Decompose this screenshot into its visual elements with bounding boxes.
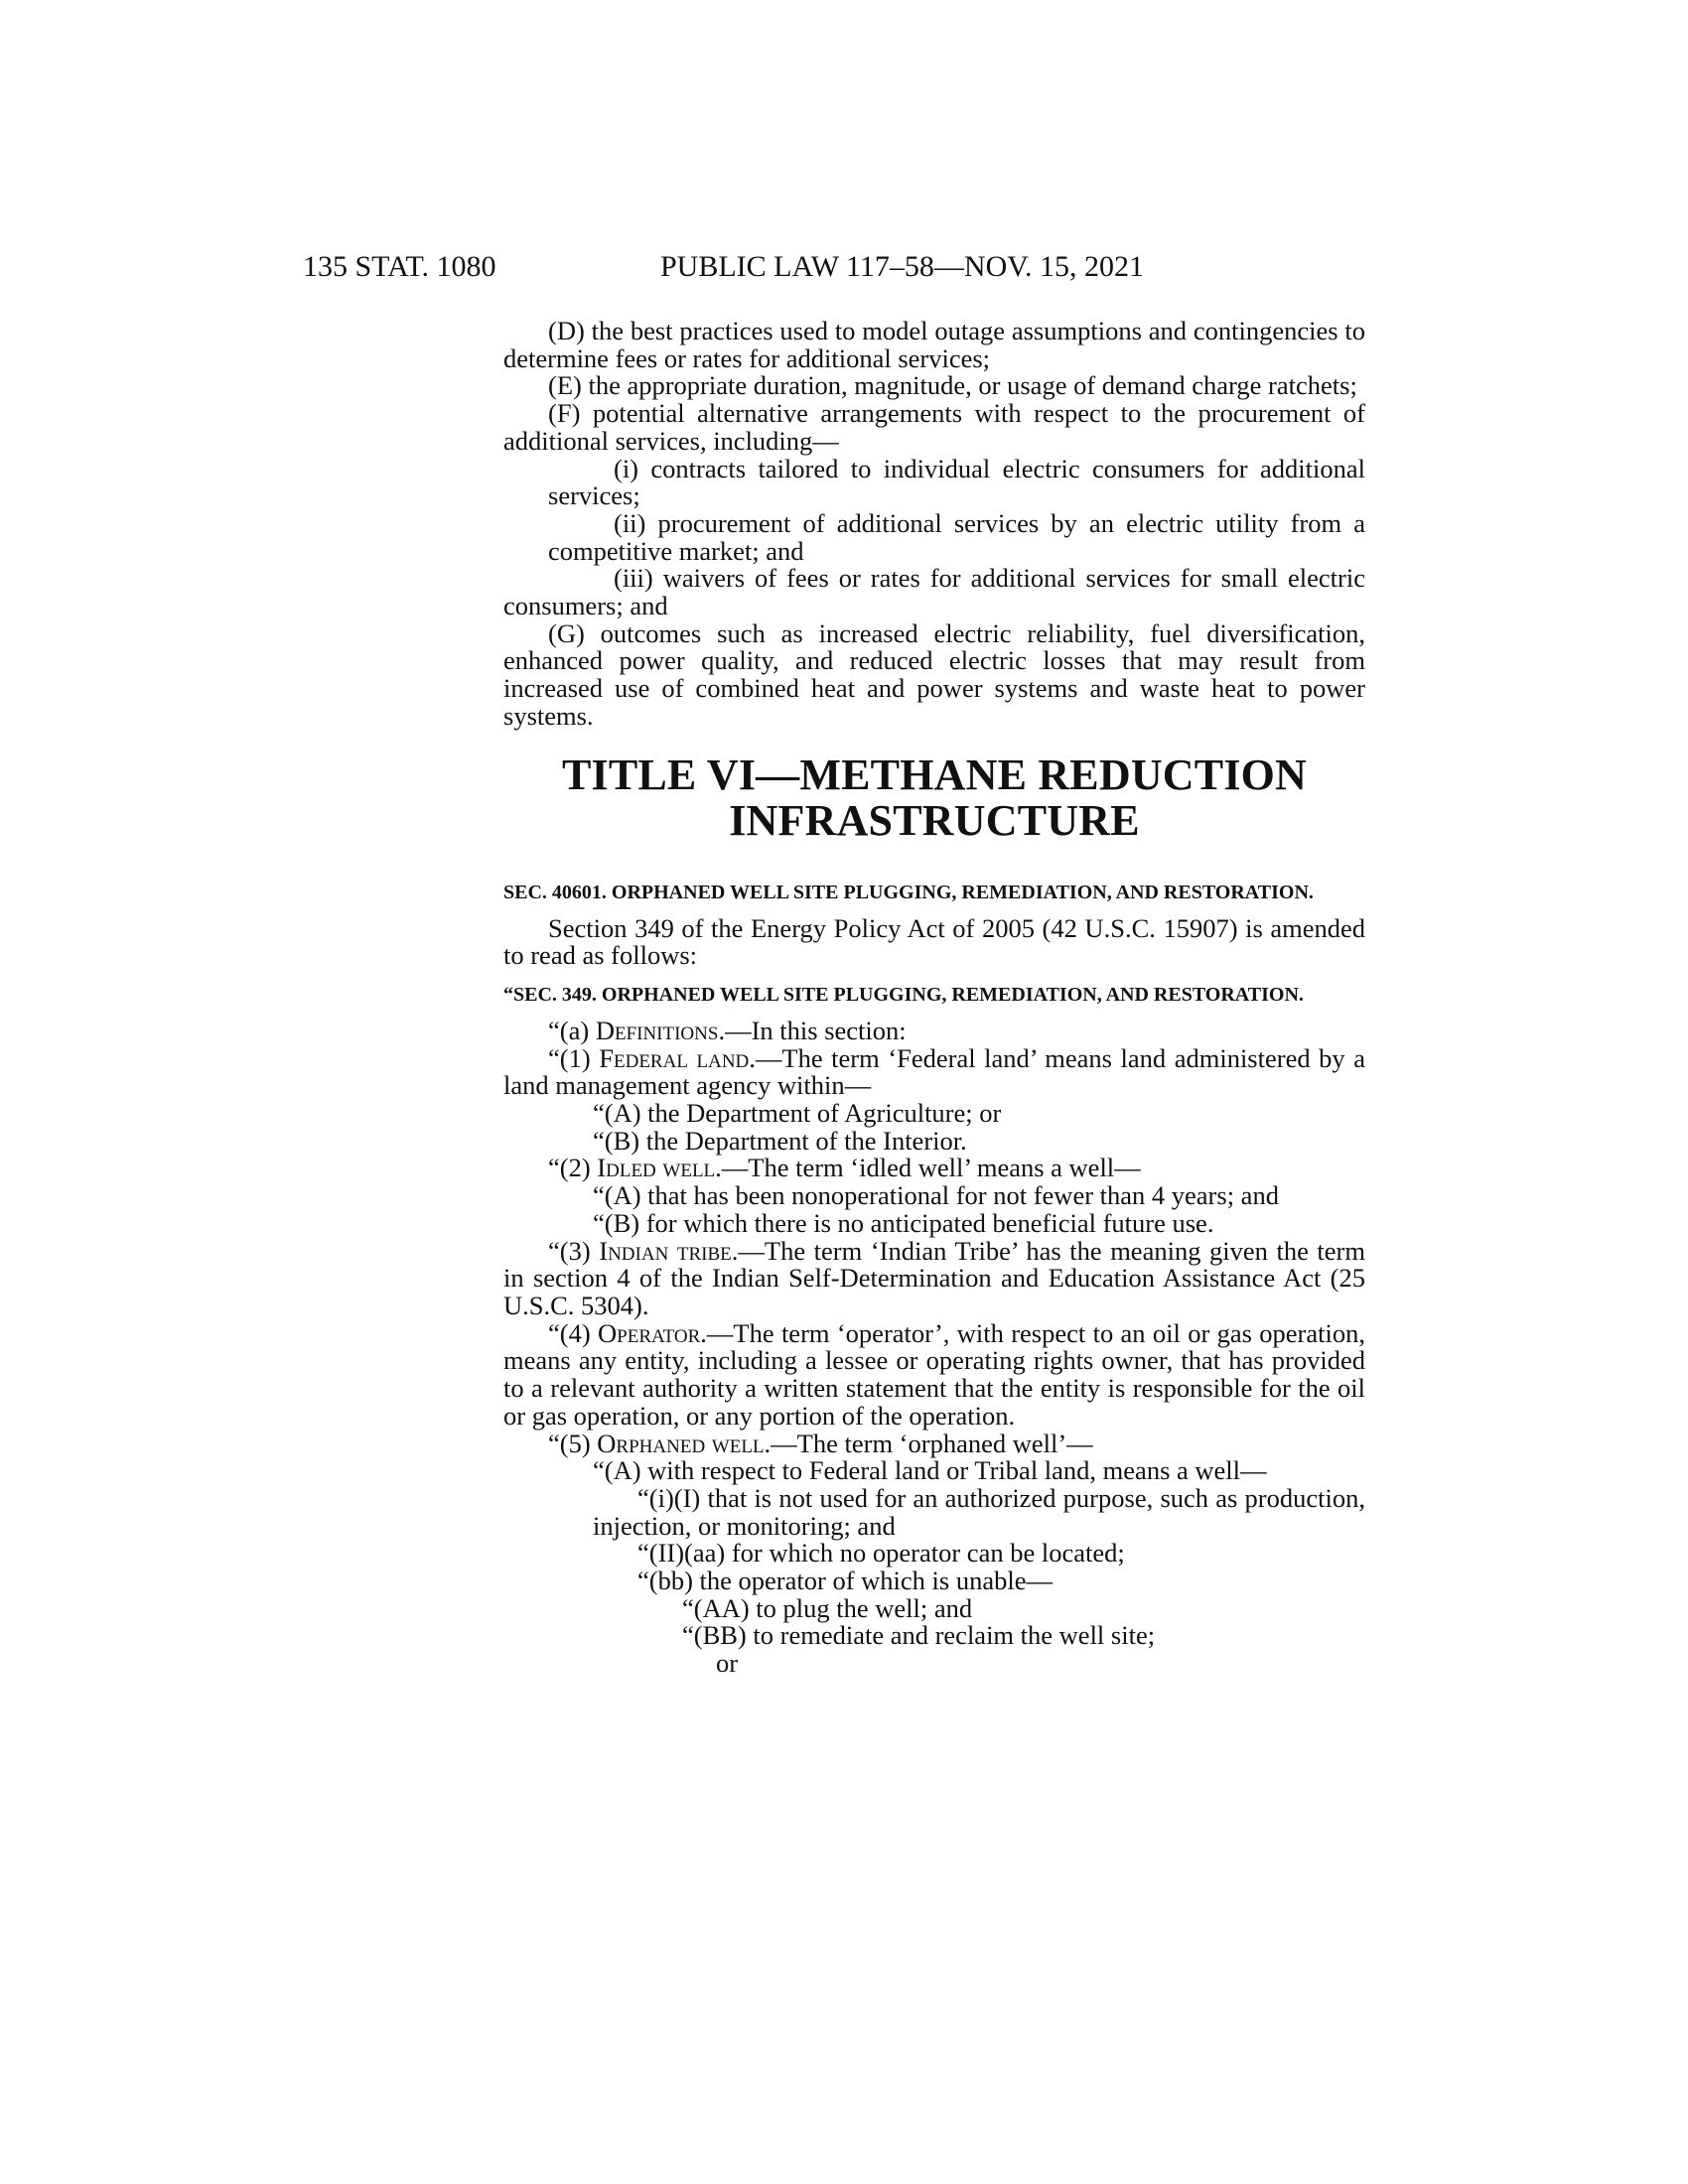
item-f-i: (i) contracts tailored to individual electric consumers for additional services; — [548, 453, 1365, 511]
title-line-1: TITLE VI—METHANE REDUCTION — [561, 750, 1308, 799]
title-line-2: INFRASTRUCTURE — [729, 795, 1140, 845]
paragraph-2 — [503, 1155, 1365, 1182]
paragraph-5-a: “(A) with respect to Federal land or Tribal land, means a well— — [593, 1455, 1267, 1486]
paragraph-5-a-ii-bb: “(bb) the operator of which is unable— — [637, 1566, 1053, 1596]
paragraph-2-prefix: “(2) — [548, 1153, 598, 1183]
item-e: (E) the appropriate duration, magnitude, or usage of demand charge ratchets; — [548, 370, 1357, 401]
paragraph-5-bb: “(BB) to remediate and reclaim the well site; — [682, 1620, 1156, 1651]
paragraph-2-text: .—The term ‘idled well’ means a well— — [715, 1153, 1141, 1183]
paragraph-1-term: Federal land — [599, 1042, 750, 1073]
item-f: (F) potential alternative arrangements with respect to the procurement of additional services, including— — [503, 398, 1365, 456]
paragraph-4 — [503, 1317, 1365, 1431]
paragraph-2-a: “(A) that has been nonoperational for not fewer than 4 years; and — [593, 1180, 1279, 1211]
or-connector: or — [716, 1648, 739, 1679]
item-g: (G) outcomes such as increased electric reliability, fuel diversification, enhanced power quality, and reduced electric losses that may result from increased use of combined heat and power systems and waste heat to power systems. — [503, 617, 1365, 731]
section-40601-intro: Section 349 of the Energy Policy Act of 2005 (42 U.S.C. 15907) is amended to read as follows: — [503, 912, 1365, 971]
paragraph-4-text: .—The term ‘operator’, with respect to an oil or gas operation, means any entity, including a lessee or operating rights owner, that has provided to a relevant authority a written statement that the entity is responsible for the oil or gas operation, or any portion of the operation. — [503, 1317, 1365, 1431]
paragraph-5 — [503, 1428, 1365, 1458]
paragraph-2-term: Idled well — [597, 1153, 716, 1183]
paragraph-5-term: Orphaned well — [597, 1428, 765, 1458]
section-349-heading: “SEC. 349. ORPHANED WELL SITE PLUGGING, REMEDIATION, AND RESTORATION. — [503, 983, 1304, 1006]
paragraph-5-a-i: “(i)(I) that is not used for an authorized purpose, such as production, injection, or monitoring; and — [593, 1482, 1365, 1541]
public-law-reference: PUBLIC LAW 117–58—NOV. 15, 2021 — [660, 250, 1145, 283]
item-f-iii: (iii) waivers of fees or rates for additional services for small electric consumers; and — [503, 563, 1365, 621]
subsection-a-term: Definitions — [595, 1015, 719, 1045]
statute-body — [503, 318, 1365, 1678]
paragraph-1-a: “(A) the Department of Agriculture; or — [593, 1098, 1002, 1129]
item-f-ii: (ii) procurement of additional services by an electric utility from a competitive market; and — [548, 507, 1365, 566]
paragraph-1 — [503, 1042, 1365, 1101]
stat-reference: 135 STAT. 1080 — [303, 250, 496, 283]
item-d: (D) the best practices used to model outage assumptions and contingencies to determine fees or rates for additional services; — [503, 316, 1365, 373]
running-header — [303, 250, 1395, 290]
paragraph-5-a-ii-aa: “(II)(aa) for which no operator can be located; — [637, 1538, 1125, 1569]
paragraph-5-text: .—The term ‘orphaned well’— — [764, 1428, 1093, 1458]
paragraph-4-prefix: “(4) — [548, 1317, 599, 1348]
section-40601-heading: SEC. 40601. ORPHANED WELL SITE PLUGGING, REMEDIATION, AND RESTORATION. — [503, 881, 1314, 903]
paragraph-5-aa: “(AA) to plug the well; and — [682, 1592, 973, 1623]
subsection-a-text: .—In this section: — [718, 1015, 907, 1045]
paragraph-3-term: Indian tribe — [599, 1235, 732, 1266]
paragraph-3-prefix: “(3) — [548, 1235, 600, 1266]
paragraph-1-text: .—The term ‘Federal land’ means land administered by a land management agency within— — [503, 1042, 1365, 1101]
paragraph-3-text: .—The term ‘Indian Tribe’ has the meaning given the term in section 4 of the Indian Self-Determination and Education Assistance Act (25 U.S.C. 5304). — [503, 1235, 1365, 1320]
paragraph-1-b: “(B) the Department of the Interior. — [593, 1125, 967, 1156]
paragraph-5-prefix: “(5) — [548, 1428, 598, 1458]
paragraph-2-b: “(B) for which there is no anticipated beneficial future use. — [593, 1207, 1214, 1238]
subsection-a-prefix: “(a) — [548, 1015, 596, 1045]
paragraph-3 — [503, 1235, 1365, 1320]
title-heading — [503, 752, 1365, 844]
subsection-a — [503, 1015, 1365, 1045]
paragraph-4-term: Operator — [598, 1317, 701, 1348]
paragraph-1-prefix: “(1) — [548, 1042, 600, 1073]
